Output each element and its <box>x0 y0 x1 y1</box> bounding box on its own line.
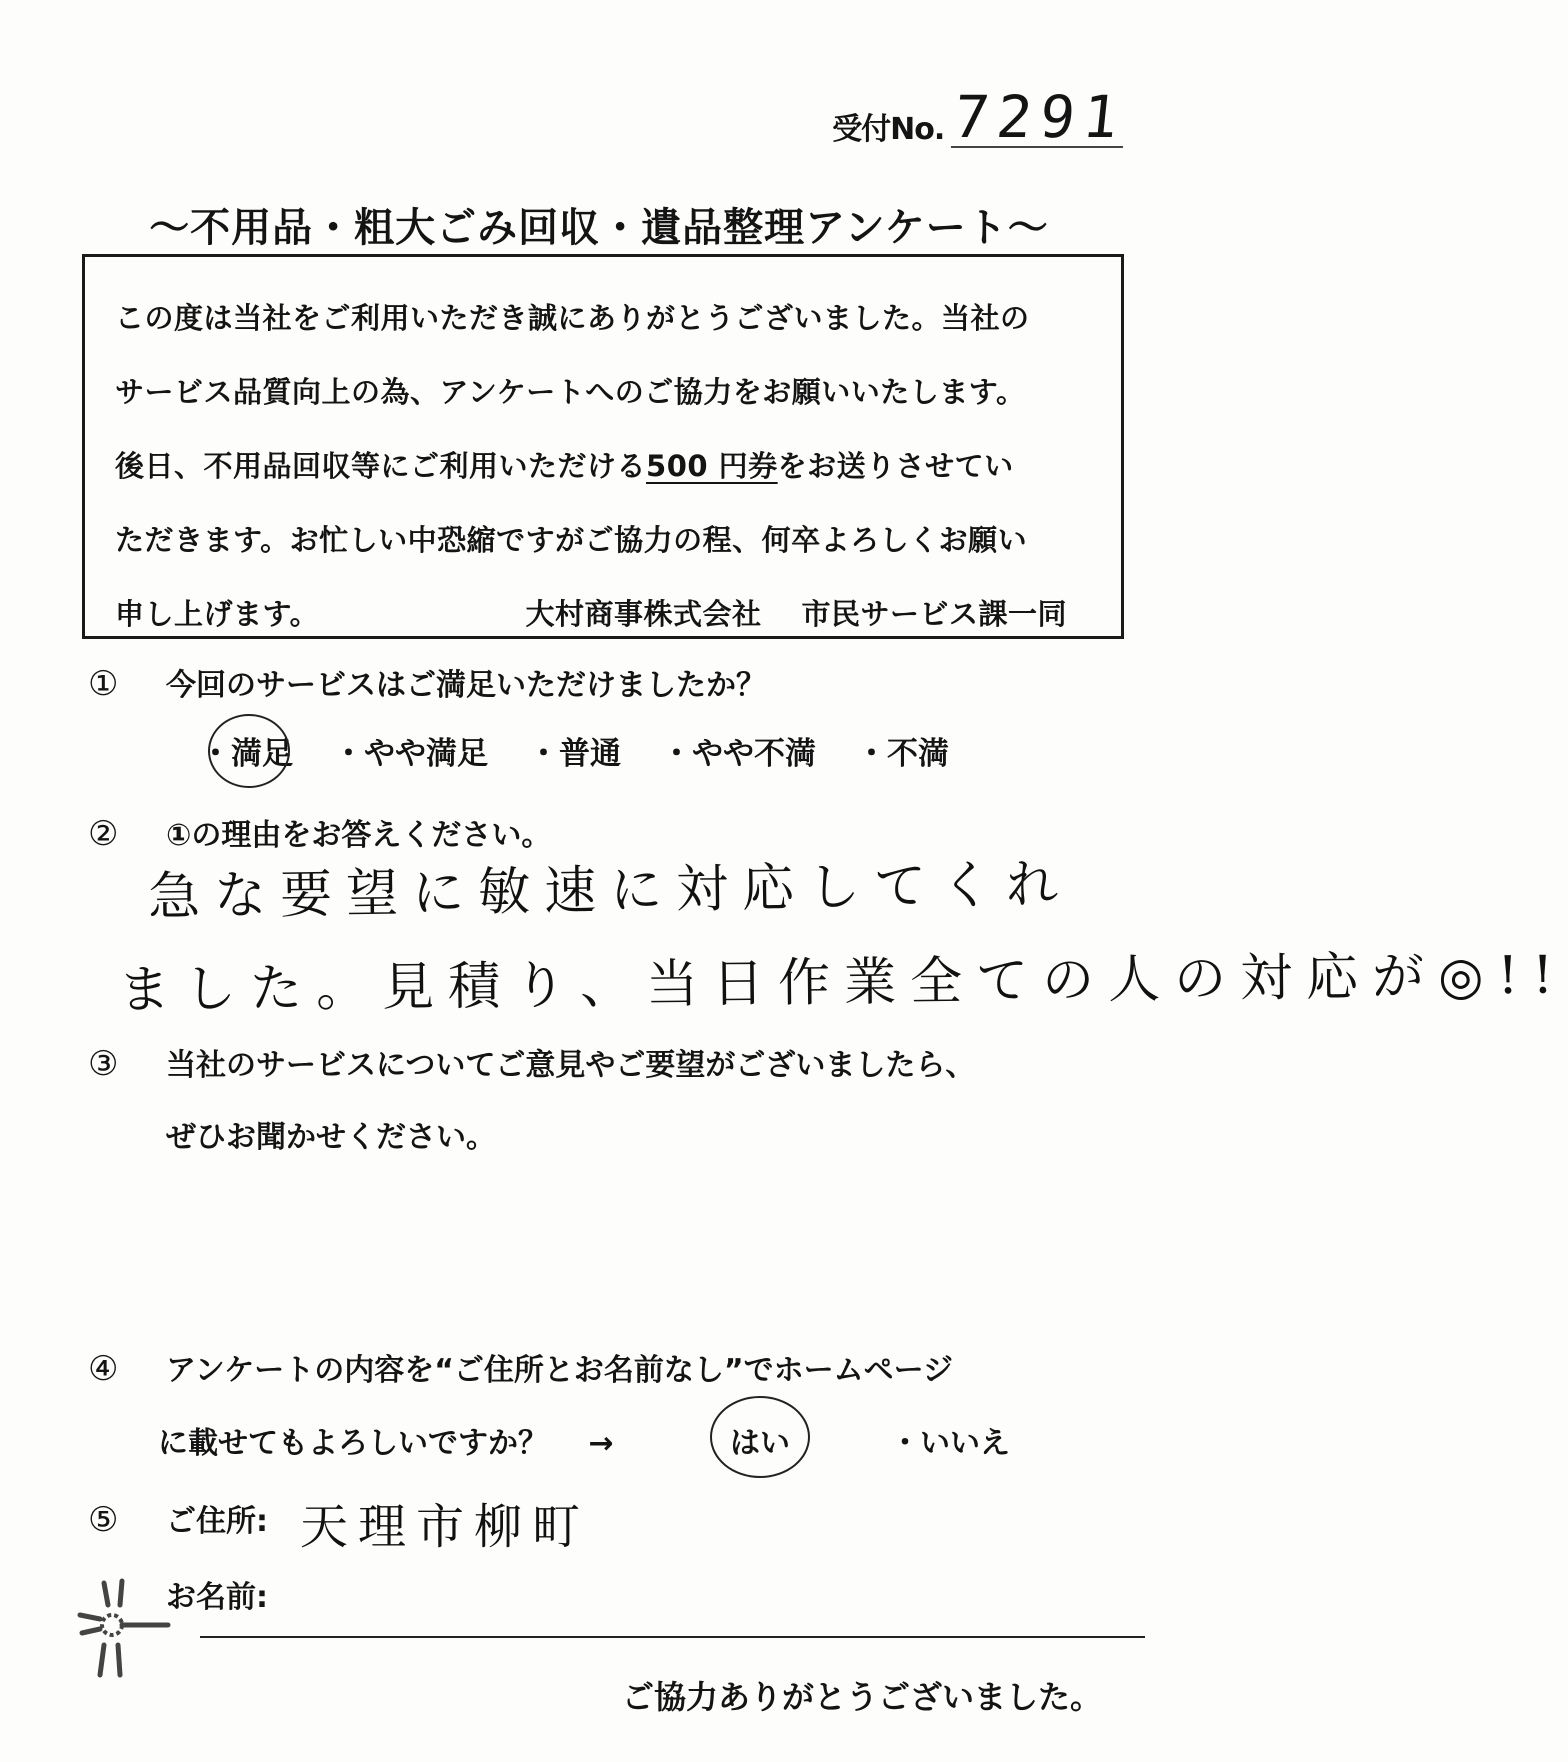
department-name: 市民サービス課一同 <box>801 597 1067 631</box>
intro-line-3c: をお送りさせてい <box>777 449 1014 483</box>
company-name: 大村商事株式会社 <box>525 597 762 631</box>
intro-line-1: この度は当社をご利用いただき誠にありがとうございました。当社の <box>115 301 1030 335</box>
option-somewhat-satisfied[interactable]: ・やや満足 <box>333 736 488 772</box>
option-dissatisfied[interactable]: ・不満 <box>856 736 949 772</box>
option-neutral[interactable]: ・普通 <box>528 736 621 772</box>
question-3-number: ③ <box>88 1044 119 1084</box>
selection-circle <box>710 1396 810 1478</box>
question-1-number: ① <box>88 664 119 704</box>
question-4 <box>88 1345 953 1389</box>
arrow-icon: → <box>588 1426 614 1461</box>
closing-thanks: ご協力ありがとうございました。 <box>621 1678 1102 1716</box>
survey-title: ～不用品・粗大ごみ回収・遺品整理アンケート～ <box>149 205 1049 251</box>
reason-answer-line-1: 急な要望に敏速に対応してくれ <box>147 854 1073 928</box>
reason-answer-line-2: ました。見積り、当日作業全ての人の対応が◎!! <box>117 945 1568 1021</box>
question-3-text-line-1: 当社のサービスについてご意見やご要望がございましたら、 <box>166 1048 976 1083</box>
option-yes[interactable]: はい <box>730 1418 790 1462</box>
question-4-text-line-1: アンケートの内容を“ご住所とお名前なし”でホームページ <box>166 1353 954 1388</box>
option-satisfied[interactable]: ・満足 <box>200 728 293 773</box>
voucher-amount: 500 円券 <box>646 449 778 483</box>
intro-line-5: 申し上げます。 <box>115 597 320 631</box>
question-4-text-line-2: に載せてもよろしいですか？ → <box>158 1426 614 1461</box>
intro-line-4: ただきます。お忙しい中恐縮ですがご協力の程、何卒よろしくお願い <box>115 523 1028 557</box>
receipt-number: 7291 <box>950 83 1130 151</box>
question-2 <box>88 810 551 854</box>
question-1-text: 今回のサービスはご満足いただけましたか？ <box>166 668 766 703</box>
name-underline <box>200 1636 1145 1638</box>
intro-line-3 <box>115 429 1091 503</box>
selection-circle <box>208 714 290 788</box>
address-label: ご住所: <box>166 1504 268 1539</box>
receipt-label: 受付No. <box>832 112 945 147</box>
question-1 <box>88 660 766 704</box>
name-label: お名前: <box>166 1580 268 1615</box>
intro-signature-line <box>115 577 1091 651</box>
question-2-text: ①の理由をお答えください。 <box>166 818 552 853</box>
intro-line-3a: 後日、不用品回収等にご利用いただける <box>115 449 647 483</box>
flower-icon <box>74 1575 170 1685</box>
option-somewhat-dissatisfied[interactable]: ・やや不満 <box>661 736 816 772</box>
question-4-number: ④ <box>88 1349 119 1389</box>
question-5 <box>88 1496 268 1540</box>
question-5-number: ⑤ <box>88 1500 119 1540</box>
question-2-number: ② <box>88 814 119 854</box>
intro-box <box>82 254 1124 639</box>
option-no[interactable]: ・いいえ <box>890 1426 1010 1461</box>
question-3 <box>88 1040 975 1084</box>
question-3-text-line-2: ぜひお聞かせください。 <box>166 1120 496 1155</box>
question-1-options <box>200 728 949 773</box>
address-value: 天理市柳町 <box>300 1499 591 1555</box>
intro-line-2: サービス品質向上の為、アンケートへのご協力をお願いいたします。 <box>115 375 1026 409</box>
receipt-number-block <box>832 83 1130 151</box>
